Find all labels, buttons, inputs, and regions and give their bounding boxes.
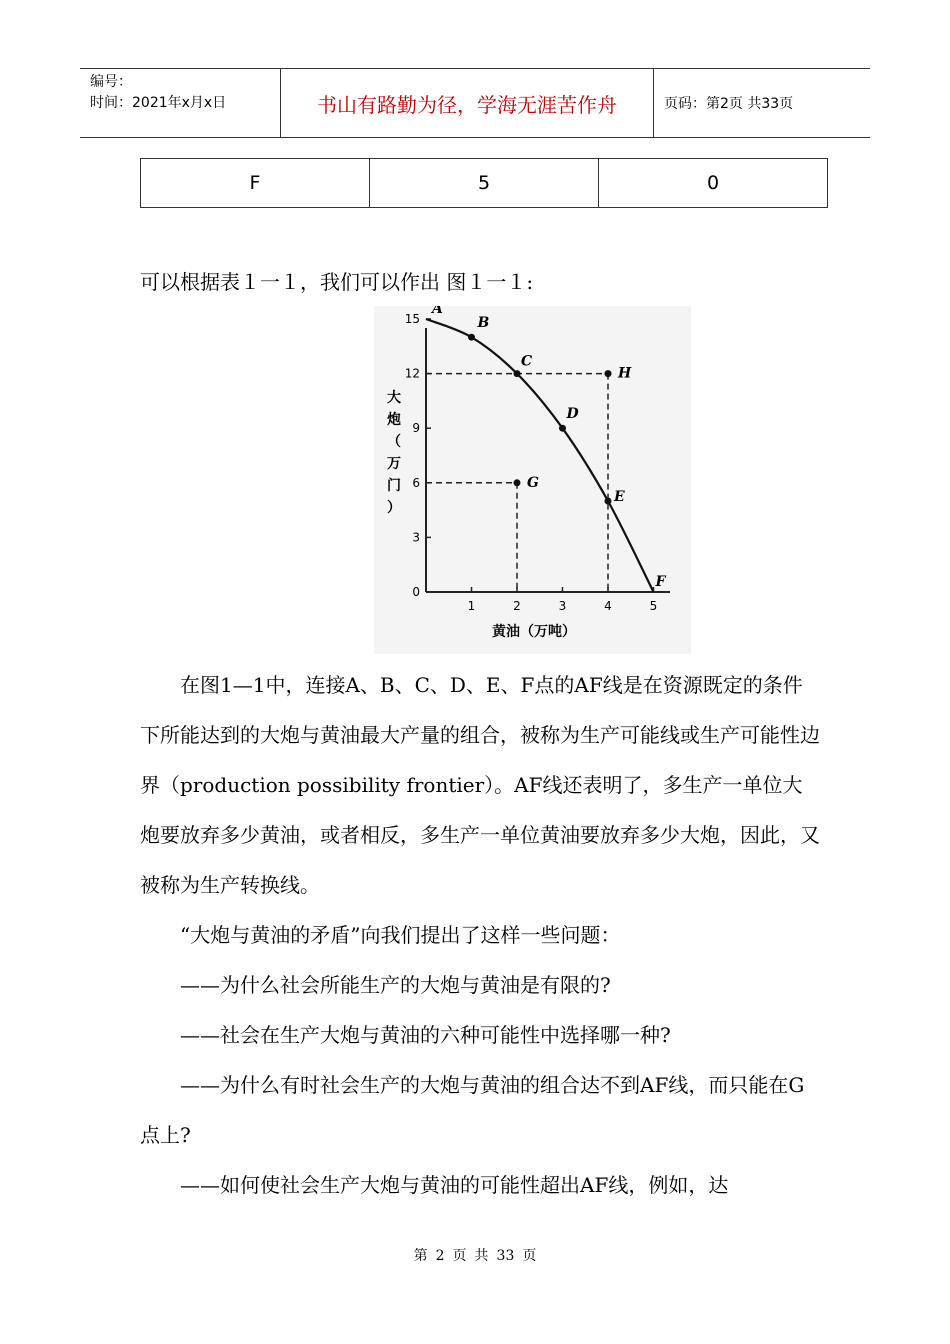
point-label-g: G (527, 474, 539, 491)
table-row (140, 158, 828, 208)
ppf-curve (426, 319, 654, 592)
y-tick-label: 15 (404, 312, 420, 326)
footer-page-num: 2 (435, 1248, 445, 1264)
ppf-figure (374, 306, 691, 654)
footer-ye2: 页 (522, 1248, 537, 1264)
y-tick-label: 0 (412, 585, 420, 599)
point-label-b: B (477, 315, 490, 332)
x-tick-label: 1 (467, 599, 476, 613)
header-meta (80, 69, 281, 137)
paragraph: “大炮与黄油的矛盾”向我们提出了这样一些问题： (140, 923, 621, 947)
ppf-chart (374, 306, 691, 654)
y-axis-label-char: 万 (387, 456, 401, 472)
x-tick-label: 2 (513, 599, 521, 613)
header-page-code: 页码：第2页 共33页 (664, 96, 794, 112)
data-point-b (468, 334, 475, 341)
y-axis-label-char: （ (387, 434, 401, 450)
table-cell: F (141, 159, 370, 207)
point-label-f: F (655, 574, 666, 590)
x-tick-label: 3 (558, 599, 567, 613)
data-point-c (514, 370, 521, 377)
point-label-c: C (521, 353, 533, 370)
date-label: 时间：2021年x月x日 (90, 95, 227, 111)
point-label-h: H (618, 365, 632, 382)
page-header (80, 68, 870, 138)
y-tick-label: 3 (412, 530, 420, 545)
paragraph: ——社会在生产大炮与黄油的六种可能性中选择哪一种? (140, 1023, 671, 1047)
y-tick-label: 6 (412, 475, 420, 490)
data-point-e (605, 498, 612, 505)
x-axis-label: 黄油（万吨） (492, 624, 576, 640)
y-axis-label-char: 大 (387, 390, 401, 406)
paragraph: ——如何使社会生产大炮与黄油的可能性超出AF线，例如，达 (140, 1173, 729, 1197)
y-axis-label-char: 门 (387, 478, 401, 494)
paragraph: ——为什么有时社会生产的大炮与黄油的组合达不到AF线，而只能在G点上? (140, 1073, 805, 1147)
x-tick-label: 5 (649, 599, 658, 613)
footer-di: 第 (413, 1248, 428, 1264)
table-cell: 0 (706, 172, 720, 194)
table-cell: 5 (370, 159, 599, 207)
point-label-d: D (566, 406, 579, 423)
y-axis-label-char: ） (387, 500, 401, 516)
point-label-e: E (614, 489, 625, 505)
point-label-a: A (432, 306, 443, 317)
footer-gong: 共 (474, 1248, 489, 1264)
paragraph: ——为什么社会所能生产的大炮与黄油是有限的? (140, 973, 611, 997)
data-point-h (605, 370, 612, 377)
data-point-d (559, 425, 566, 432)
header-motto: 书山有路勤为径，学海无涯苦作舟 (281, 69, 654, 137)
page-footer (0, 1245, 950, 1265)
data-point-g (514, 479, 521, 486)
x-tick-label: 4 (604, 599, 612, 613)
footer-total: 33 (496, 1248, 515, 1264)
lead-text: 可以根据表１一１，我们可以作出 图１一１: (140, 270, 534, 294)
y-axis-label-char: 炮 (387, 412, 401, 428)
footer-ye: 页 (452, 1248, 467, 1264)
y-axis-label (386, 389, 401, 516)
y-tick-label: 12 (404, 366, 420, 381)
paragraph: 在图1—1中，连接A、B、C、D、E、F点的AF线是在资源既定的条件下所能达到的大炮与黄油最大产量的组合，被称为生产可能线或生产可能性边界（production possibility frontier）。AF线还表明了，多生产一单位大炮要放弃多少黄油，或者相反，多生产一单位黄油要放弃多少大炮，因此，又被称为生产转换线。 (140, 673, 820, 897)
number-label: 编号： (90, 74, 132, 90)
y-tick-label: 9 (412, 421, 420, 436)
